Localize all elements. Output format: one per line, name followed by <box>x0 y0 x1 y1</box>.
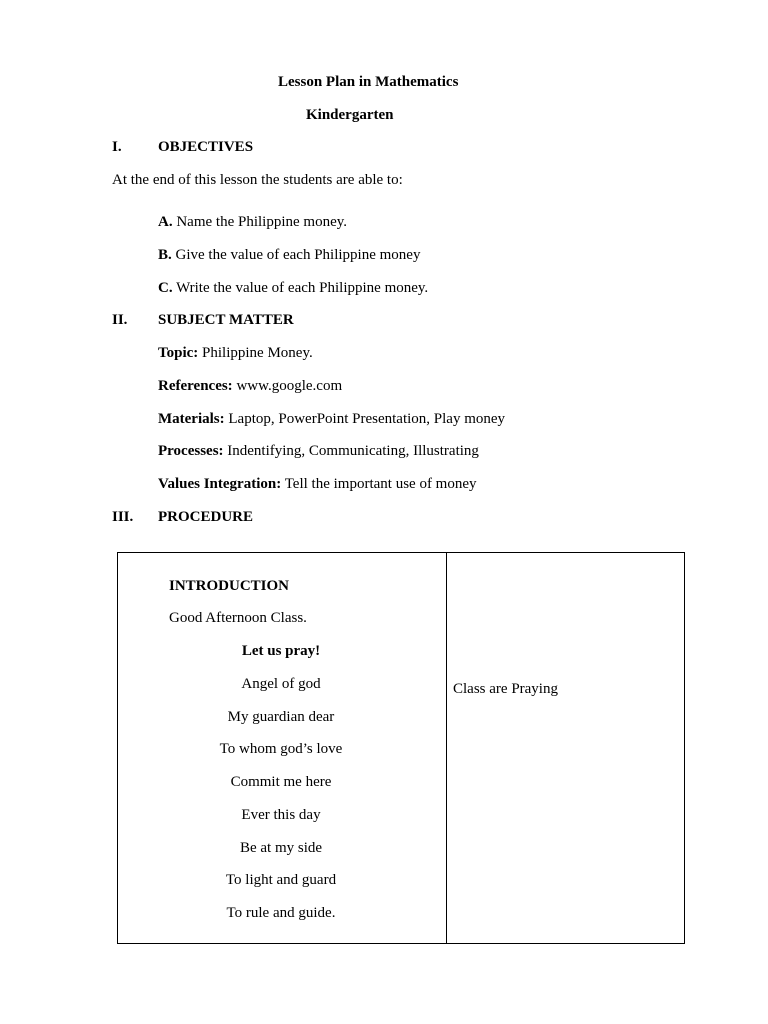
introduction-heading: INTRODUCTION <box>169 578 290 594</box>
objective-item <box>158 279 428 297</box>
field-value: Indentifying, Communicating, Illustrating <box>227 443 479 459</box>
subject-field-materials <box>158 410 505 428</box>
section-heading-subject-matter: SUBJECT MATTER <box>158 312 294 328</box>
objective-text: Name the Philippine money. <box>176 214 348 230</box>
table-column-divider <box>446 552 447 944</box>
field-label: Values Integration: <box>158 476 282 492</box>
field-value: Philippine Money. <box>202 345 313 361</box>
section-numeral-subject-matter: II. <box>112 312 128 328</box>
prayer-line: Commit me here <box>230 774 332 790</box>
field-label: Processes: <box>158 443 224 459</box>
field-value: Tell the important use of money <box>284 476 477 492</box>
prayer-line: My guardian dear <box>227 709 335 725</box>
prayer-line: To whom god’s love <box>219 741 343 757</box>
prayer-line: Angel of god <box>241 676 321 692</box>
student-response: Class are Praying <box>453 681 558 697</box>
document-subtitle: Kindergarten <box>306 107 394 123</box>
prayer-prompt: Let us pray! <box>241 643 321 659</box>
objective-item <box>158 246 420 264</box>
objective-item <box>158 213 347 231</box>
prayer-line: Be at my side <box>239 840 323 856</box>
objective-letter: B. <box>158 247 172 263</box>
section-numeral-objectives: I. <box>112 139 122 155</box>
field-label: Materials: <box>158 411 225 427</box>
field-value: www.google.com <box>236 378 343 394</box>
objective-text: Give the value of each Philippine money <box>175 247 421 263</box>
subject-field-processes <box>158 442 479 460</box>
objective-text: Write the value of each Philippine money. <box>176 280 429 296</box>
field-label: References: <box>158 378 233 394</box>
field-value: Laptop, PowerPoint Presentation, Play money <box>228 411 506 427</box>
teacher-greeting: Good Afternoon Class. <box>169 610 307 626</box>
field-label: Topic: <box>158 345 199 361</box>
prayer-line: To rule and guide. <box>226 905 336 921</box>
objective-letter: A. <box>158 214 173 230</box>
document-title: Lesson Plan in Mathematics <box>278 74 459 90</box>
subject-field-topic <box>158 344 313 362</box>
prayer-line: Ever this day <box>241 807 321 823</box>
section-numeral-procedure: III. <box>112 509 134 525</box>
objectives-intro: At the end of this lesson the students are able to: <box>112 172 403 188</box>
objective-letter: C. <box>158 280 173 296</box>
prayer-line: To light and guard <box>225 872 337 888</box>
subject-field-values-integration <box>158 475 477 493</box>
section-heading-objectives: OBJECTIVES <box>158 139 254 155</box>
subject-field-references <box>158 377 342 395</box>
section-heading-procedure: PROCEDURE <box>158 509 254 525</box>
